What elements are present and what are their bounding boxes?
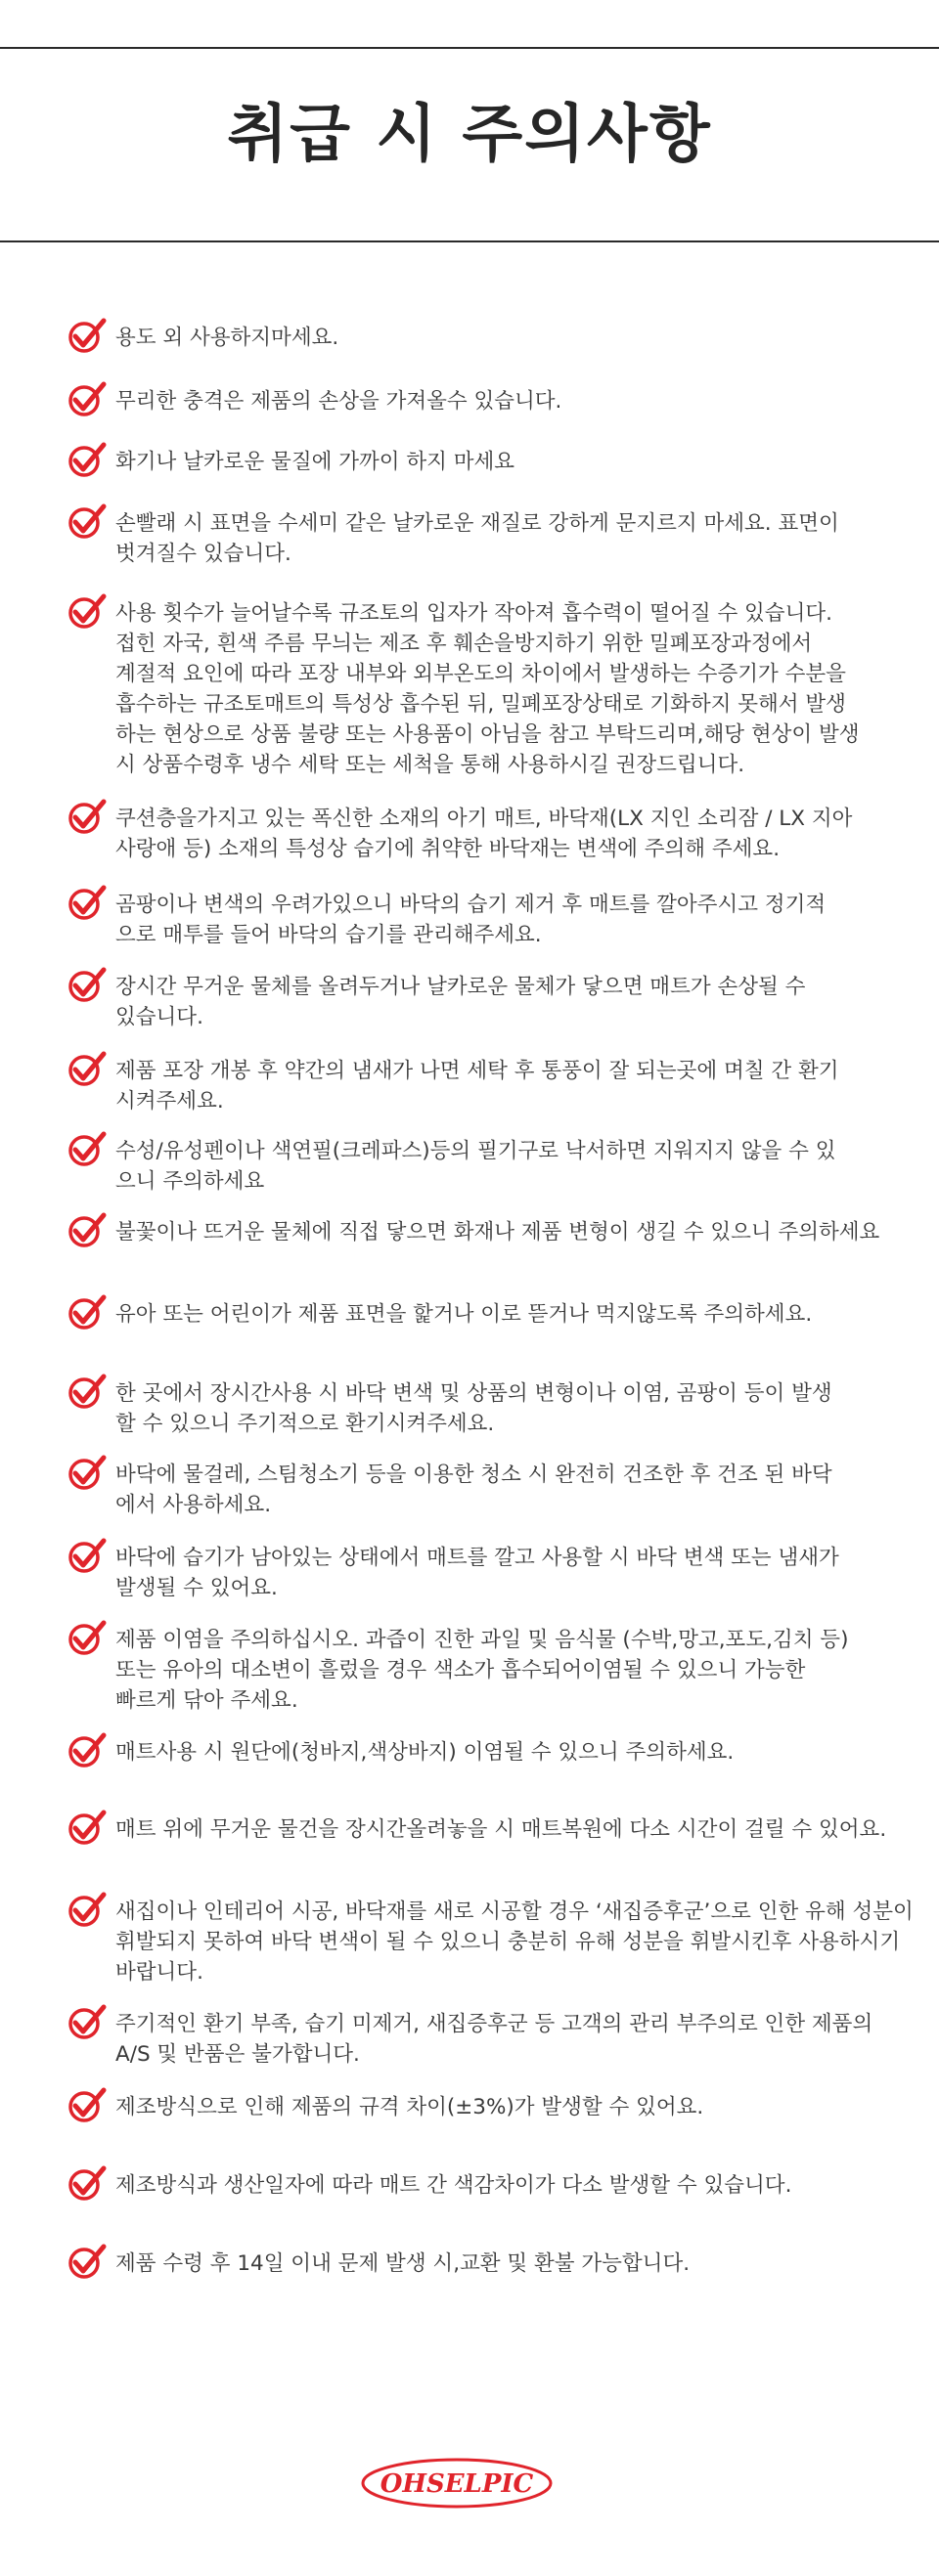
- check-icon: [67, 1050, 108, 1089]
- logo-text: OHSELPIC: [380, 2469, 534, 2499]
- check-icon: [67, 798, 108, 837]
- caution-text: 한 곳에서 장시간사용 시 바닥 변색 및 상품의 변형이나 이염, 곰팡이 등이 발생 할 수 있으니 주기적으로 환기시켜주세요.: [115, 1381, 832, 1436]
- check-icon: [67, 1454, 108, 1493]
- caution-text: 바닥에 물걸레, 스팀청소기 등을 이용한 청소 시 완전히 건조한 후 건조 된 바닥 에서 사용하세요.: [115, 1463, 832, 1517]
- check-icon: [67, 1130, 108, 1169]
- caution-text: 무리한 충격은 제품의 손상을 가져올수 있습니다.: [115, 389, 562, 414]
- caution-text: 새집이나 인테리어 시공, 바닥재를 새로 시공할 경우 ‘새집증후군’으로 인한 유해 성분이 휘발되지 못하여 바닥 변색이 될 수 있으니 충분히 유해 성분을 휘발시킨후 사용하시기 바랍니다.: [115, 1899, 914, 1985]
- caution-text: 제품 수령 후 14일 이내 문제 발생 시,교환 및 환불 가능합니다.: [115, 2251, 691, 2276]
- top-rule: [0, 47, 939, 49]
- check-icon: [67, 1211, 108, 1250]
- check-icon: [67, 2003, 108, 2042]
- check-icon: [67, 1731, 108, 1770]
- caution-text: 제조방식과 생산일자에 따라 매트 간 색감차이가 다소 발생할 수 있습니다.: [115, 2173, 792, 2198]
- caution-text: 손빨래 시 표면을 수세미 같은 날카로운 재질로 강하게 문지르지 마세요. 표면이 벗겨질수 있습니다.: [115, 511, 839, 566]
- caution-text: 화기나 날카로운 물질에 가까이 하지 마세요: [115, 450, 515, 474]
- check-icon: [67, 966, 108, 1005]
- caution-text: 제품 포장 개봉 후 약간의 냄새가 나면 세탁 후 통풍이 잘 되는곳에 며칠 간 환기 시켜주세요.: [115, 1059, 839, 1113]
- page-title: 취급 시 주의사항: [227, 99, 712, 171]
- caution-text: 매트 위에 무거운 물건을 장시간올려놓을 시 매트복원에 다소 시간이 걸릴 수 있어요.: [115, 1817, 887, 1842]
- caution-text: 주기적인 환기 부족, 습기 미제거, 새집증후군 등 고객의 관리 부주의로 인한 제품의 A/S 및 반품은 불가합니다.: [115, 2012, 873, 2067]
- check-icon: [67, 1537, 108, 1576]
- caution-text: 장시간 무거운 물체를 올려두거나 날카로운 물체가 닿으면 매트가 손상될 수 있습니다.: [115, 975, 806, 1029]
- check-icon: [67, 441, 108, 480]
- check-icon: [67, 2243, 108, 2282]
- check-icon: [67, 317, 108, 356]
- check-icon: [67, 1373, 108, 1412]
- caution-text: 사용 횟수가 늘어날수록 규조토의 입자가 작아져 흡수력이 떨어질 수 있습니다. 접힌 자국, 흰색 주름 무늬는 제조 후 훼손을방지하기 위한 밀폐포장과정에서 계절적 요인에 따라 포장 내부와 외부온도의 차이에서 발생하는 수증기가 수분을 흡수하는 규조토매트의 특성상 흡수된 뒤, 밀폐포장상태로 기화하지 못해서 발생 하는 현상으로 상품 불량 또는 사용품이 아님을 참고 부탁드리며,해당 현상이 발생 시 상품수령후 냉수 세탁 또는 세척을 통해 사용하시길 권장드립니다.: [115, 601, 860, 777]
- check-icon: [67, 380, 108, 419]
- check-icon: [67, 1619, 108, 1658]
- check-icon: [67, 2086, 108, 2125]
- caution-text: 용도 외 사용하지마세요.: [115, 326, 339, 350]
- caution-text: 바닥에 습기가 남아있는 상태에서 매트를 깔고 사용할 시 바닥 변색 또는 냄새가 발생될 수 있어요.: [115, 1546, 839, 1600]
- caution-text: 불꽃이나 뜨거운 물체에 직접 닿으면 화재나 제품 변형이 생길 수 있으니 주의하세요: [115, 1220, 880, 1244]
- bottom-rule: [0, 240, 939, 242]
- check-icon: [67, 502, 108, 542]
- caution-text: 제품 이염을 주의하십시오. 과즙이 진한 과일 및 음식물 (수박,망고,포도,김치 등) 또는 유아의 대소변이 흘렀을 경우 색소가 흡수되어이염될 수 있으니 가능한 빠르게 닦아 주세요.: [115, 1628, 849, 1713]
- caution-text: 쿠션층을가지고 있는 폭신한 소재의 아기 매트, 바닥재(LX 지인 소리잠 / LX 지아 사랑애 등) 소재의 특성상 습기에 취약한 바닥재는 변색에 주의해 주세요.: [115, 807, 853, 861]
- caution-text: 수성/유성펜이나 색연필(크레파스)등의 필기구로 낙서하면 지워지지 않을 수 있 으니 주의하세요: [115, 1139, 836, 1194]
- caution-text: 매트사용 시 원단에(청바지,색상바지) 이염될 수 있으니 주의하세요.: [115, 1740, 735, 1765]
- check-icon: [67, 592, 108, 632]
- ohselpic-logo: [359, 2456, 555, 2511]
- caution-text: 곰팡이나 변색의 우려가있으니 바닥의 습기 제거 후 매트를 깔아주시고 정기적 으로 매투를 들어 바닥의 습기를 관리해주세요.: [115, 893, 827, 947]
- caution-text: 유아 또는 어린이가 제품 표면을 핥거나 이로 뜯거나 먹지않도록 주의하세요.: [115, 1302, 813, 1327]
- check-icon: [67, 884, 108, 923]
- check-icon: [67, 1293, 108, 1332]
- check-icon: [67, 1891, 108, 1930]
- check-icon: [67, 2164, 108, 2204]
- caution-text: 제조방식으로 인해 제품의 규격 차이(±3%)가 발생할 수 있어요.: [115, 2095, 704, 2119]
- check-icon: [67, 1809, 108, 1848]
